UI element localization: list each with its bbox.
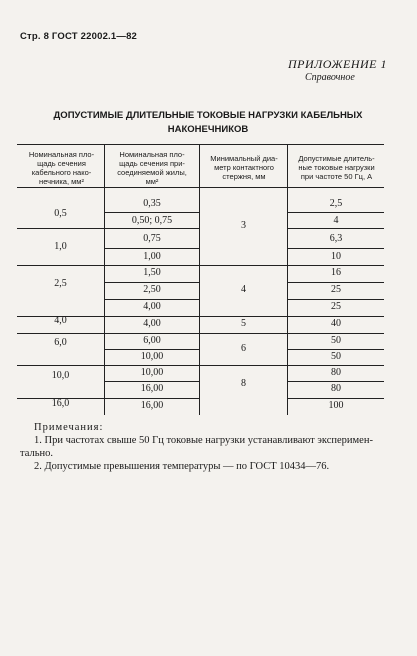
table-cell-min-diameter: 5 [241, 318, 246, 329]
header-min-diameter: Минимальный диа- метр контактного стержня, мм [210, 154, 278, 181]
table-cell-wire-section: 16,00 [140, 383, 164, 394]
row-rule [17, 265, 104, 266]
table-cell-wire-section: 16,00 [140, 400, 164, 411]
table-cell-current-load: 25 [331, 284, 341, 295]
table-title [30, 109, 386, 137]
row-rule [287, 212, 384, 213]
table-cell-wire-section: 2,50 [143, 284, 161, 295]
current-load-table [17, 144, 384, 415]
table-cell-lug-section: 1,0 [54, 241, 67, 252]
table-cell-wire-section: 0,35 [143, 198, 161, 209]
row-rule [17, 228, 104, 229]
table-cell-lug-section: 2,5 [54, 278, 67, 289]
table-cell-min-diameter: 8 [241, 378, 246, 389]
table-title-line-2: НАКОНЕЧНИКОВ [167, 124, 249, 135]
table-cell-min-diameter: 6 [241, 343, 246, 354]
row-rule [17, 365, 104, 366]
table-cell-wire-section: 4,00 [143, 318, 161, 329]
row-rule [287, 398, 384, 399]
table-cell-wire-section: 4,00 [143, 301, 161, 312]
table-cell-wire-section: 0,75 [143, 233, 161, 244]
row-rule [287, 265, 384, 266]
row-rule [104, 282, 200, 283]
note-2: 2. Допустимые превышения температуры — по ГОСТ 10434—76. [34, 461, 330, 472]
row-rule [104, 212, 200, 213]
row-rule [287, 316, 384, 317]
row-rule [104, 333, 200, 334]
appendix-subtitle: Справочное [305, 72, 355, 83]
table-cell-wire-section: 10,00 [140, 367, 164, 378]
row-rule [199, 365, 288, 366]
row-rule [287, 282, 384, 283]
row-rule [287, 381, 384, 382]
row-rule [104, 365, 200, 366]
table-cell-current-load: 50 [331, 351, 341, 362]
table-cell-wire-section: 1,00 [143, 251, 161, 262]
table-cell-current-load: 10 [331, 251, 341, 262]
table-top-rule [17, 144, 384, 145]
table-cell-current-load: 100 [328, 400, 344, 411]
row-rule [287, 248, 384, 249]
table-title-line-1: ДОПУСТИМЫЕ ДЛИТЕЛЬНЫЕ ТОКОВЫЕ НАГРУЗКИ КАБЕЛЬНЫХ [53, 110, 363, 121]
table-cell-lug-section: 6,0 [54, 337, 67, 348]
row-rule [104, 381, 200, 382]
table-cell-current-load: 80 [331, 383, 341, 394]
column-divider [199, 144, 200, 415]
table-cell-lug-section: 4,0 [54, 315, 67, 326]
table-cell-wire-section: 6,00 [143, 335, 161, 346]
row-rule [17, 333, 104, 334]
table-cell-current-load: 16 [331, 267, 341, 278]
appendix-title: ПРИЛОЖЕНИЕ 1 [288, 57, 387, 71]
table-cell-wire-section: 0,50; 0,75 [131, 215, 173, 226]
table-cell-current-load: 2,5 [329, 198, 343, 209]
row-rule [287, 365, 384, 366]
table-cell-current-load: 40 [331, 318, 341, 329]
table-cell-current-load: 50 [331, 335, 341, 346]
header-cross-section-lug: Номинальная пло- щадь сечения кабельного нако- нечника, мм² [28, 150, 95, 186]
row-rule [199, 316, 288, 317]
note-1-line-1: 1. При частотах свыше 50 Гц токовые нагрузки устанавливают эксперимен- [34, 435, 373, 446]
row-rule [104, 265, 200, 266]
row-rule [287, 228, 384, 229]
row-rule [104, 248, 200, 249]
row-rule [104, 349, 200, 350]
table-cell-current-load: 25 [331, 301, 341, 312]
table-cell-wire-section: 10,00 [140, 351, 164, 362]
row-rule [199, 333, 288, 334]
row-rule [287, 333, 384, 334]
notes-title: Примечания: [34, 422, 104, 433]
table-cell-current-load: 4 [333, 215, 339, 226]
row-rule [104, 316, 200, 317]
row-rule [104, 398, 200, 399]
header-cross-section-wire: Номинальная пло- щадь сечения при- соединяемой жилы, мм² [117, 150, 187, 186]
row-rule [287, 299, 384, 300]
row-rule [104, 228, 200, 229]
table-header-rule [17, 187, 384, 188]
row-rule [104, 299, 200, 300]
table-cell-min-diameter: 4 [241, 284, 246, 295]
table-cell-min-diameter: 3 [241, 220, 246, 231]
table-cell-current-load: 80 [331, 367, 341, 378]
table-cell-lug-section: 0,5 [54, 208, 67, 219]
note-1-line-2: тально. [20, 448, 53, 459]
table-cell-lug-section: 16,0 [51, 398, 70, 409]
row-rule [199, 265, 288, 266]
header-current-load: Допустимые длитель- ные токовые нагрузки при частоте 50 Гц, А [298, 154, 375, 181]
table-cell-lug-section: 10,0 [51, 370, 70, 381]
table-cell-current-load: 6,3 [329, 233, 343, 244]
page-header: Стр. 8 ГОСТ 22002.1—82 [20, 31, 138, 42]
table-cell-wire-section: 1,50 [143, 267, 161, 278]
notes-section [20, 421, 390, 473]
row-rule [287, 349, 384, 350]
